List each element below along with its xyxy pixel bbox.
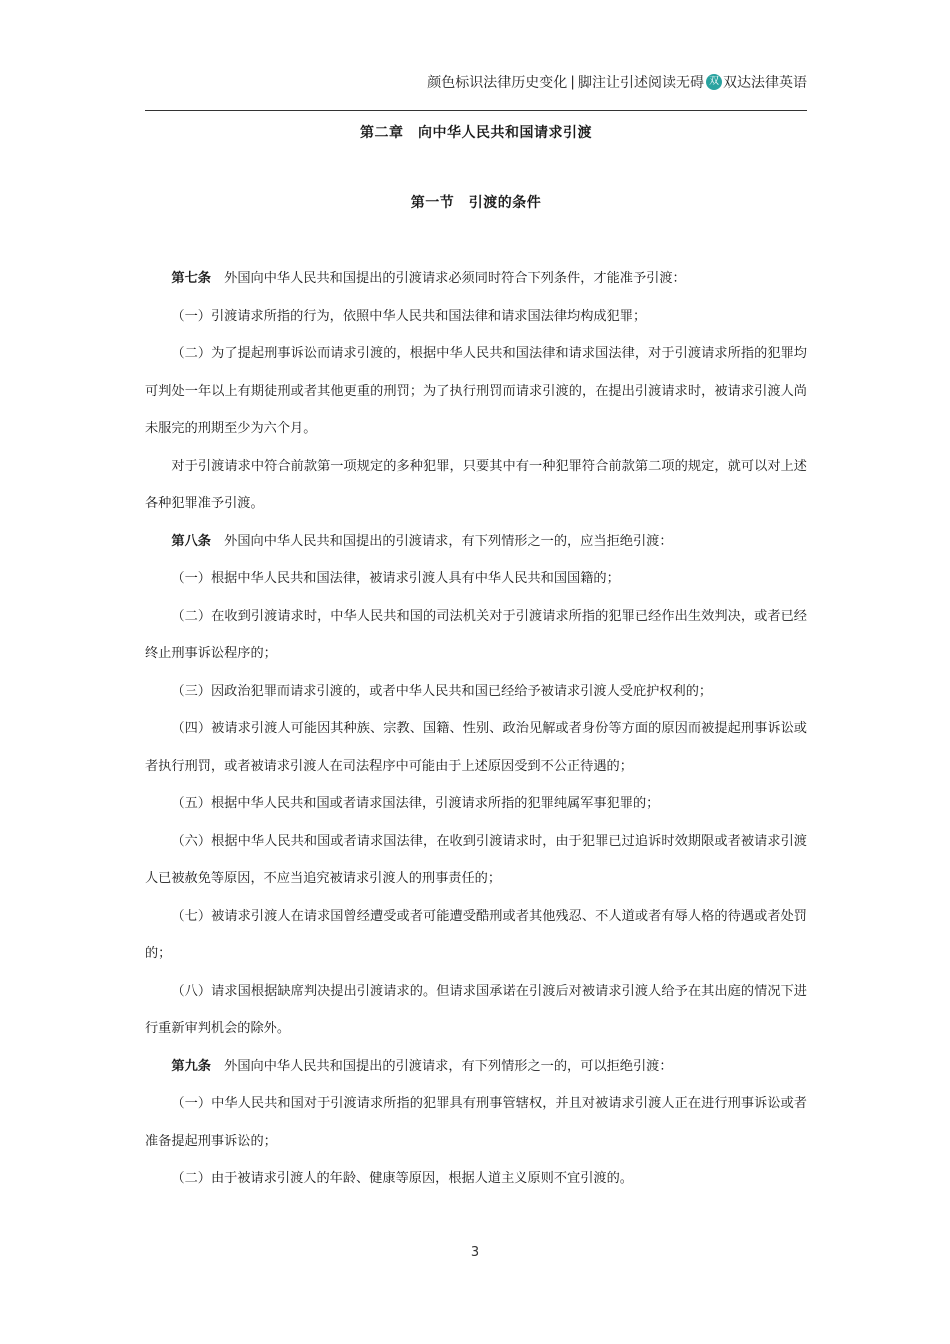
paragraph-text: （二）为了提起刑事诉讼而请求引渡的，根据中华人民共和国法律和请求国法律，对于引渡请求所指的犯罪均可判处一年以上有期徒刑或者其他更重的刑罚；为了执行刑罚而请求引渡的，在提出引渡请求时，被请求引渡人尚未服完的刑期至少为六个月。	[145, 346, 807, 436]
clause-paragraph	[145, 1160, 807, 1198]
paragraph-text: （六）根据中华人民共和国或者请求国法律，在收到引渡请求时，由于犯罪已过追诉时效期限或者被请求引渡人已被赦免等原因，不应当追究被请求引渡人的刑事责任的；	[145, 833, 807, 886]
clause-paragraph	[145, 823, 807, 898]
clause-paragraph	[145, 785, 807, 823]
paragraph-text: 外国向中华人民共和国提出的引渡请求，有下列情形之一的，可以拒绝引渡：	[224, 1058, 673, 1074]
header-separator: |	[570, 74, 575, 90]
article-paragraph	[145, 523, 807, 561]
page-number: 3	[470, 1245, 480, 1260]
article-paragraph	[145, 1048, 807, 1086]
article-label: 第九条	[171, 1058, 211, 1074]
chapter-title: 第二章 向中华人民共和国请求引渡	[360, 125, 592, 141]
paragraph-text: （五）根据中华人民共和国或者请求国法律，引渡请求所指的犯罪纯属军事犯罪的；	[171, 796, 660, 811]
paragraph-text: （一）引渡请求所指的行为，依照中华人民共和国法律和请求国法律均构成犯罪；	[171, 308, 647, 324]
paragraph-text: （一）中华人民共和国对于引渡请求所指的犯罪具有刑事管辖权，并且对被请求引渡人正在进行刑事诉讼或者准备提起刑事诉讼的；	[145, 1096, 807, 1149]
article-label: 第八条	[171, 533, 211, 549]
clause-paragraph	[145, 673, 807, 711]
paragraph-text: （七）被请求引渡人在请求国曾经遭受或者可能遭受酷刑或者其他残忍、不人道或者有辱人格的待遇或者处罚的；	[145, 908, 807, 961]
clause-paragraph	[145, 898, 807, 973]
paragraph-text: 外国向中华人民共和国提出的引渡请求，有下列情形之一的，应当拒绝引渡：	[224, 533, 673, 549]
paragraph-text: （二）由于被请求引渡人的年龄、健康等原因，根据人道主义原则不宜引渡的。	[171, 1171, 633, 1186]
clause-paragraph	[145, 710, 807, 785]
clause-paragraph	[145, 598, 807, 673]
paragraph-text: 外国向中华人民共和国提出的引渡请求必须同时符合下列条件，才能准予引渡：	[224, 271, 686, 286]
paragraph-text: 对于引渡请求中符合前款第一项规定的多种犯罪，只要其中有一种犯罪符合前款第二项的规定，就可以对上述各种犯罪准予引渡。	[145, 458, 807, 511]
section-title: 第一节 引渡的条件	[410, 195, 542, 211]
paragraph-text: （八）请求国根据缺席判决提出引渡请求的。但请求国承诺在引渡后对被请求引渡人给予在其出庭的情况下进行重新审判机会的除外。	[145, 983, 807, 1036]
clause-paragraph	[145, 1085, 807, 1160]
header-text-color-history: 颜色标识法律历史变化	[427, 75, 568, 91]
article-label: 第七条	[171, 271, 211, 286]
clause-paragraph	[145, 560, 807, 598]
header-text-footnotes: 脚注让引述阅读无碍	[578, 75, 704, 91]
clause-paragraph	[145, 973, 807, 1048]
clause-paragraph	[145, 448, 807, 523]
clause-paragraph	[145, 298, 807, 336]
document-body	[145, 118, 807, 1198]
paragraph-text: （四）被请求引渡人可能因其种族、宗教、国籍、性别、政治见解或者身份等方面的原因而被提起刑事诉讼或者执行刑罚，或者被请求引渡人在司法程序中可能由于上述原因受到不公正待遇的；	[145, 721, 807, 774]
paragraph-text: （二）在收到引渡请求时，中华人民共和国的司法机关对于引渡请求所指的犯罪已经作出生效判决，或者已经终止刑事诉讼程序的；	[145, 608, 807, 661]
paragraph-text: （一）根据中华人民共和国法律，被请求引渡人具有中华人民共和国国籍的；	[171, 571, 620, 586]
article-paragraph	[145, 260, 807, 298]
header-divider	[145, 110, 807, 111]
header-text-brand: 双达法律英语	[723, 75, 807, 91]
clause-paragraph	[145, 335, 807, 448]
paragraph-text: （三）因政治犯罪而请求引渡的，或者中华人民共和国已经给予被请求引渡人受庇护权利的；	[171, 683, 713, 699]
shuangda-logo-icon: 双	[706, 74, 722, 90]
paragraph-list	[145, 260, 807, 1198]
page-header	[145, 68, 807, 96]
